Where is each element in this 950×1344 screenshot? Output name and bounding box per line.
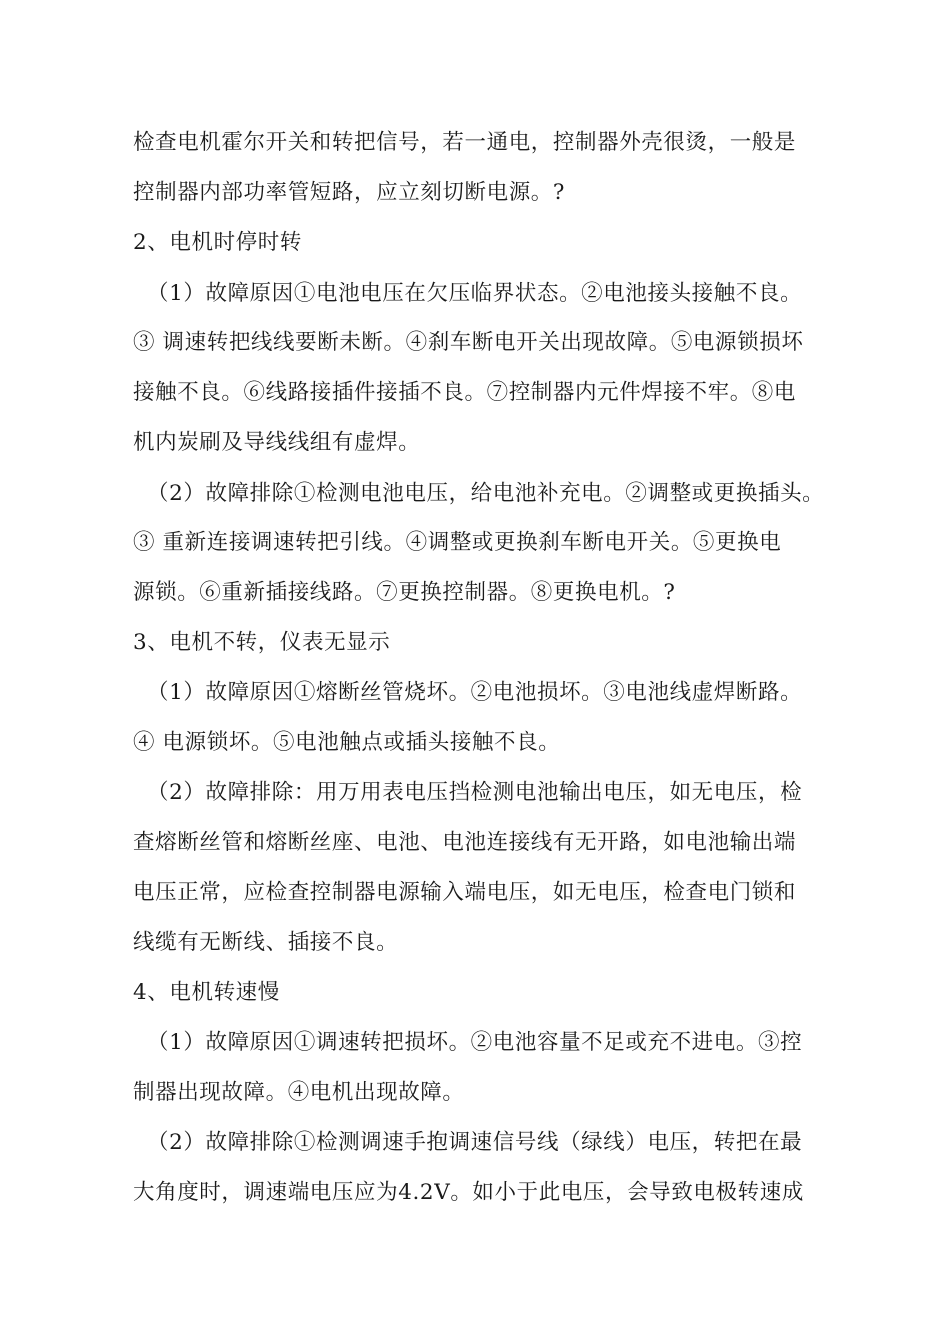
text-line: 查熔断丝管和熔断丝座、电池、电池连接线有无开路，如电池输出端 bbox=[133, 830, 797, 855]
text-line: （1）故障原因①电池电压在欠压临界状态。②电池接头接触不良。 bbox=[147, 281, 803, 306]
text-line: （2）故障排除：用万用表电压挡检测电池输出电压，如无电压，检 bbox=[147, 780, 803, 805]
text-line: ④ 电源锁坏。⑤电池触点或插头接触不良。 bbox=[133, 730, 561, 755]
text-line: 控制器内部功率管短路，应立刻切断电源。? bbox=[133, 180, 566, 205]
section-heading: 3、电机不转，仪表无显示 bbox=[133, 630, 391, 655]
text-line: 线缆有无断线、插接不良。 bbox=[133, 930, 399, 955]
text-line: （2）故障排除①检测调速手抱调速信号线（绿线）电压，转把在最 bbox=[147, 1130, 803, 1155]
text-line: 接触不良。⑥线路接插件接插不良。⑦控制器内元件焊接不牢。⑧电 bbox=[133, 380, 797, 405]
text-line: 制器出现故障。④电机出现故障。 bbox=[133, 1080, 465, 1105]
text-line: 电压正常，应检查控制器电源输入端电压，如无电压，检查电门锁和 bbox=[133, 880, 797, 905]
text-line: （1）故障原因①调速转把损坏。②电池容量不足或充不进电。③控 bbox=[147, 1030, 803, 1055]
text-line: 检查电机霍尔开关和转把信号，若一通电，控制器外壳很烫，一般是 bbox=[133, 130, 797, 155]
section-heading: 4、电机转速慢 bbox=[133, 980, 280, 1005]
text-line: ③ 调速转把线线要断未断。④刹车断电开关出现故障。⑤电源锁损坏 bbox=[133, 330, 804, 355]
text-line: 源锁。⑥重新插接线路。⑦更换控制器。⑧更换电机。? bbox=[133, 580, 676, 605]
section-heading: 2、电机时停时转 bbox=[133, 230, 302, 255]
text-line: （2）故障排除①检测电池电压，给电池补充电。②调整或更换插头。 bbox=[147, 481, 825, 506]
text-line: （1）故障原因①熔断丝管烧坏。②电池损坏。③电池线虚焊断路。 bbox=[147, 680, 803, 705]
text-line: 机内炭刷及导线线组有虚焊。 bbox=[133, 430, 421, 455]
text-line: ③ 重新连接调速转把引线。④调整或更换刹车断电开关。⑤更换电 bbox=[133, 530, 782, 555]
text-line: 大角度时，调速端电压应为4.2V。如小于此电压，会导致电极转速成 bbox=[133, 1180, 804, 1205]
